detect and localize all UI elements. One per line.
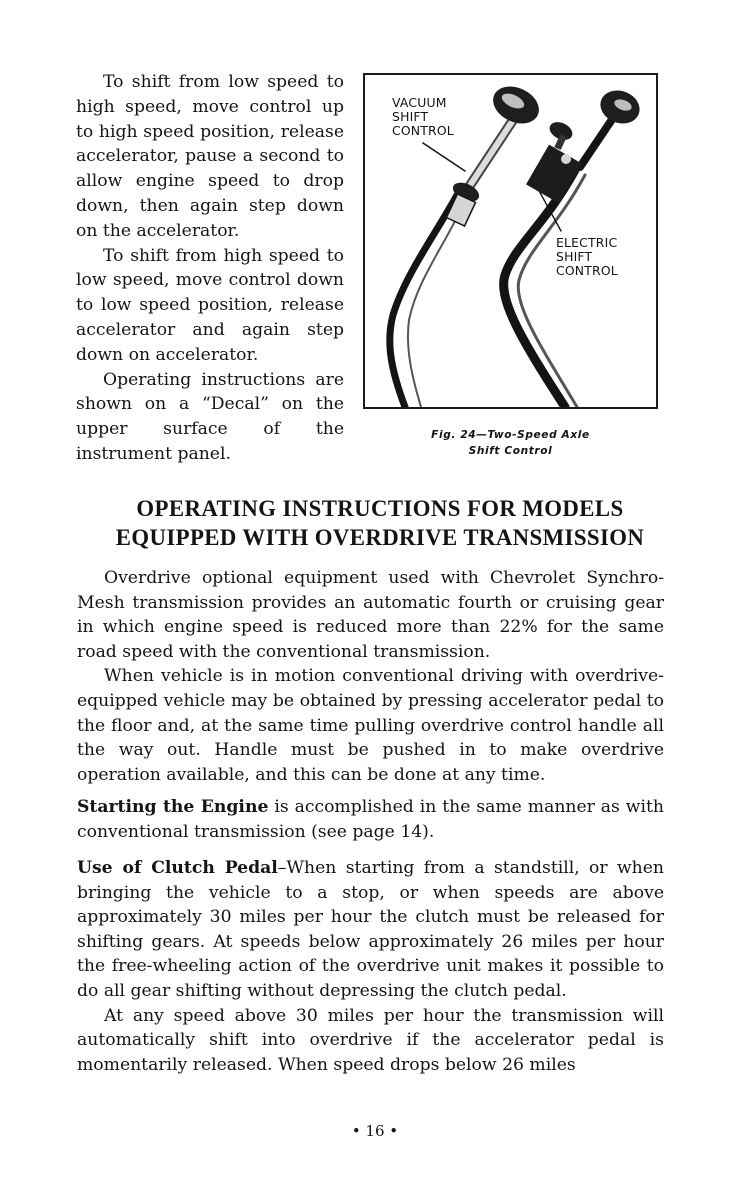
starting-engine-text: is accomplished in the same manner as with conventional transmission (see page 14). [77, 797, 664, 842]
starting-engine-run-in: Starting the Engine [77, 797, 269, 817]
starting-engine-paragraph [77, 795, 664, 844]
figure-24-illustration [363, 73, 658, 409]
paragraph-conventional-driving: When vehicle is in motion conventional driving with overdrive-equipped vehicle may be obtained by pressing accelerator pedal to the floor and, at the same time pulling overdrive control handle all the way out. Handle must be pushed in to make overdrive operation available, and this can be done at any time. [77, 666, 664, 785]
paragraph-low-to-high: To shift from low speed to high speed, move control up to high speed position, release accelerator, pause a second to allow engine speed to drop down, then again step down on the accelerator. [76, 72, 344, 241]
paragraph-decal-note: Operating instructions are shown on a “Decal” on the upper surface of the instrument panel. [76, 369, 344, 464]
axle-shift-instructions [76, 70, 344, 467]
electric-shift-control-label: ELECTRIC SHIFT CONTROL [556, 235, 618, 278]
clutch-pedal-text: –When starting from a standstill, or when bringing the vehicle to a stop, or when speeds are above approximately 30 miles per hour the clutch must be released for shifting gears. At speeds below approximately 26 miles per hour the free-wheeling action of the overdrive unit makes it possible to do all gear shifting without depressing the clutch pedal. [77, 858, 664, 1001]
paragraph-high-to-low: To shift from high speed to low speed, move control down to low speed position, release accelerator and again step down on accelerator. [76, 245, 344, 365]
overdrive-description [77, 566, 664, 787]
page-number: • 16 • [351, 1122, 399, 1140]
figure-caption: Fig. 24—Two-Speed Axle Shift Control [431, 429, 590, 457]
clutch-pedal-run-in: Use of Clutch Pedal [77, 858, 278, 878]
paragraph-overdrive-intro: Overdrive optional equipment used with Chevrolet Synchro-Mesh transmission provides an automatic fourth or cruising gear in which engine speed is reduced more than 22% for the same road speed with the conventional transmission. [77, 568, 664, 662]
vacuum-shift-control-label: VACUUM SHIFT CONTROL [392, 95, 454, 138]
section-heading: OPERATING INSTRUCTIONS FOR MODELS EQUIPPED WITH OVERDRIVE TRANSMISSION [115, 496, 645, 550]
clutch-pedal-section [77, 856, 664, 1077]
paragraph-automatic-overdrive: At any speed above 30 miles per hour the transmission will automatically shift into overdrive if the accelerator pedal is momentarily released. When speed drops below 26 miles [77, 1005, 664, 1075]
